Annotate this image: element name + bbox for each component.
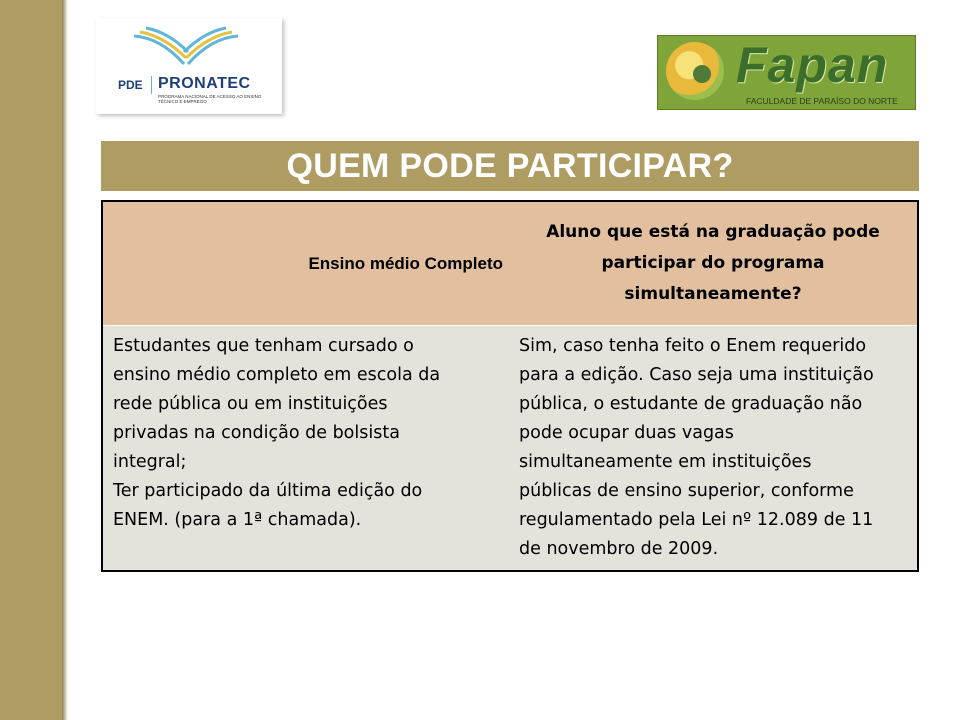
pronatec-subtitle: PROGRAMA NACIONAL DE ACESSO AO ENSINO TÉCNICO E EMPREGO — [158, 94, 262, 104]
cell-ensino-medio — [102, 326, 509, 572]
header-line: participar do programa — [601, 253, 825, 273]
cell-line: integral; — [113, 452, 187, 472]
fapan-logo — [657, 35, 916, 110]
cell-line: Sim, caso tenha feito o Enem requerido — [519, 336, 867, 356]
cell-line: ensino médio completo em escola da — [113, 365, 441, 385]
cell-line: pública, o estudante de graduação não — [519, 394, 863, 414]
cell-line: pode ocupar duas vagas — [519, 423, 734, 443]
cell-line: para a edição. Caso seja uma instituição — [519, 365, 874, 385]
table-row — [102, 326, 918, 572]
cell-line: Ter participado da última edição do — [113, 481, 423, 501]
cell-line: regulamentado pela Lei nº 12.089 de 11 — [519, 510, 874, 530]
cell-line: simultaneamente em instituições — [519, 452, 812, 472]
page-title: QUEM PODE PARTICIPAR? — [286, 146, 734, 185]
pronatec-label: PRONATEC — [158, 75, 251, 92]
left-decorative-bar — [0, 0, 62, 720]
header-line: Aluno que está na graduação pode — [546, 222, 880, 242]
table-header-row — [102, 201, 918, 326]
book-icon — [126, 24, 246, 74]
title-banner — [101, 141, 919, 191]
fapan-emblem-icon — [666, 42, 724, 100]
cell-line: rede pública ou em instituições — [113, 394, 388, 414]
pronatec-logo — [96, 18, 282, 114]
pde-label: PDE — [118, 78, 143, 92]
fapan-wordmark: Fapan — [736, 37, 889, 93]
participation-table — [101, 200, 919, 572]
logo-separator — [151, 76, 152, 94]
cell-line: privadas na condição de bolsista — [113, 423, 400, 443]
fapan-subtitle: FACULDADE DE PARAÍSO DO NORTE — [746, 96, 898, 106]
cell-line: públicas de ensino superior, conforme — [519, 481, 854, 501]
header-line: simultaneamente? — [624, 284, 802, 304]
cell-line: ENEM. (para a 1ª chamada). — [113, 510, 362, 530]
cell-line: Estudantes que tenham cursado o — [113, 336, 414, 356]
header-graduacao — [509, 201, 918, 326]
cell-graduacao — [509, 326, 918, 572]
left-bar-shadow — [62, 0, 68, 720]
cell-line: de novembro de 2009. — [519, 539, 719, 559]
header-ensino-medio: Ensino médio Completo — [102, 201, 509, 326]
